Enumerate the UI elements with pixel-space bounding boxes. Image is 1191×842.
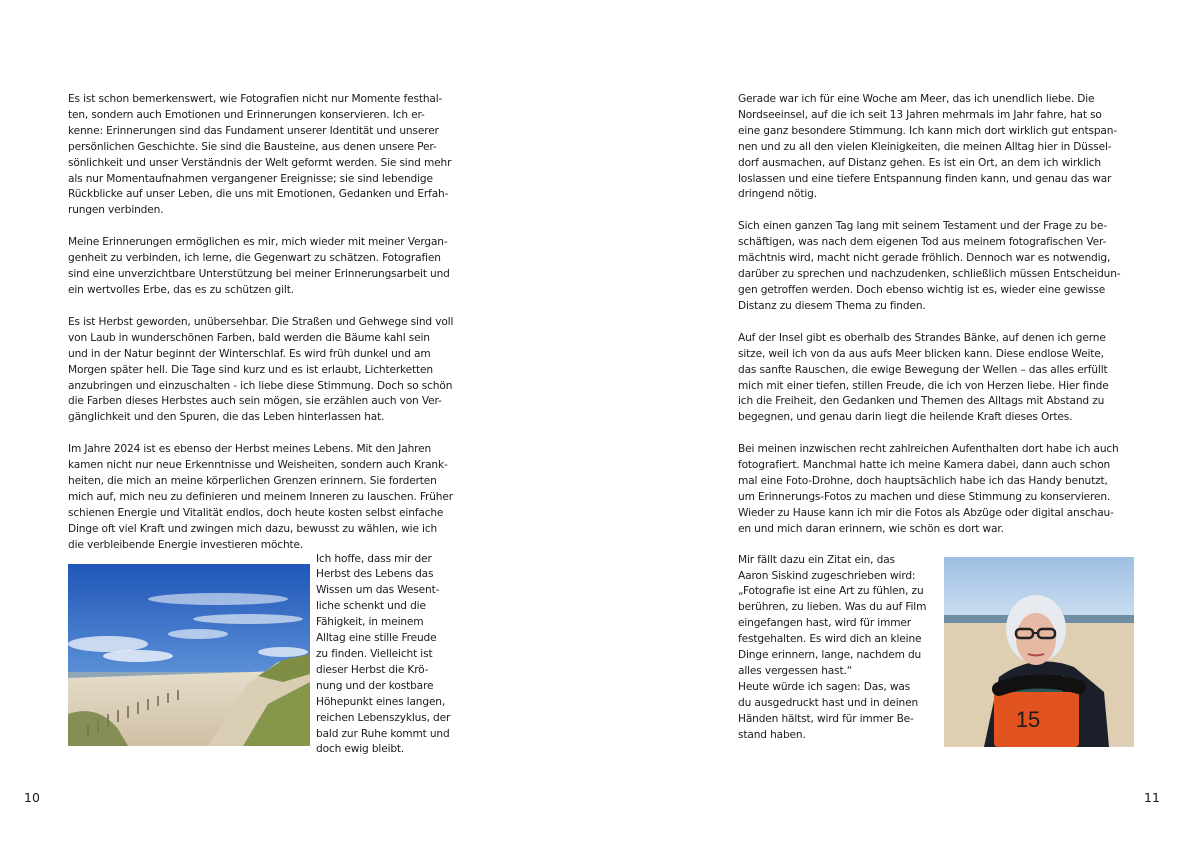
right-paragraph-2: Sich einen ganzen Tag lang mit seinem Testament und der Frage zu be- schäftigen, was nach dem eigenen Tod aus meinem fotografischen Ver- mächtnis wird, macht nicht gerade fröhlich. Dennoch war es notwendig, darüber zu sprechen und nachzudenken, schließlich müssen Entscheidun- gen getroffen werden. Doch ebenso wichtig ist es, wieder eine gewisse Distanz zu diesem Thema zu finden. xyxy=(738,220,1121,312)
left-paragraph-4: Im Jahre 2024 ist es ebenso der Herbst meines Lebens. Mit den Jahren kamen nicht nur neue Erkenntnisse und Weisheiten, sondern auch Krank- heiten, die mich an meine körperlichen Grenzen erinnern. Sie forderten mich auf, mich neu zu definieren und meinem Inneren zu lauschen. Früher schienen Energie und Vitalität endlos, doch heute kosten selbst einfache Dinge oft viel Kraft und zwingen mich dazu, bewusst zu wählen, wie ich die verbleibende Energie investieren möchte. xyxy=(68,443,453,551)
portrait-beach-photo xyxy=(944,557,1134,747)
right-paragraph-1: Gerade war ich für eine Woche am Meer, das ich unendlich liebe. Die Nordseeinsel, auf die ich seit 13 Jahren mehrmals im Jahr fahre, hat so eine ganz besondere Stimmung. Ich kann mich dort wirklich gut entspan- nen und zu all den vielen Kleinigkeiten, die meinen Alltag hier in Düssel- dorf ausmachen, auf Distanz gehen. Es ist ein Ort, an dem ich wirklich loslassen und eine tiefere Entspannung finden kann, und genau das war dringend nötig. xyxy=(738,93,1118,201)
page-number-left: 10 xyxy=(24,790,40,805)
left-float-text: Ich hoffe, dass mir der Herbst des Lebens das Wissen um das Wesent- liche schenkt und die Fähigkeit, in meinem Alltag eine stille Freude zu finden. Vielleicht ist dieser Herbst die Krö- nung und der kostbare Höhepunkt eines langen, reichen Lebenszyklus, der bald zur Ruhe kommt und doch ewig bleibt. xyxy=(316,552,451,756)
right-paragraph-3: Auf der Insel gibt es oberhalb des Strandes Bänke, auf denen ich gerne sitze, weil ich von da aus aufs Meer blicken kann. Diese endlose Weite, das sanfte Rauschen, die ewige Bewegung der Wellen – das alles erfüllt mich mit einer tiefen, stillen Freude, die ich von Herzen liebe. Hier finde ich die Freiheit, den Gedanken und Themen des Alltags mit Abstand zu begegnen, und genau darin liegt die heilende Kraft dieses Ortes. xyxy=(738,331,1109,424)
left-text-column xyxy=(68,92,460,756)
left-paragraph-2: Meine Erinnerungen ermöglichen es mir, mich wieder mit meiner Vergan- genheit zu verbinden, ich lerne, die Gegenwart zu schätzen. Fotografien sind eine unverzichtbare Unterstützung bei meiner Erinnerungsarbeit und ein wertvolles Erbe, das es zu schützen gilt. xyxy=(68,236,450,296)
right-paragraph-4: Bei meinen inzwischen recht zahlreichen Aufenthalten dort habe ich auch fotografiert. Manchmal hatte ich meine Kamera dabei, dann auch schon mal eine Foto-Drohne, doch hauptsächlich habe ich das Handy benutzt, um Erinnerungs-Fotos zu machen und diese Stimmung zu konservieren. Wieder zu Hause kann ich mir die Fotos als Abzüge oder digital anschau- en und mich daran erinnern, wie schön es dort war. xyxy=(738,443,1119,535)
left-paragraph-1: Es ist schon bemerkenswert, wie Fotografien nicht nur Momente festhal- ten, sondern auch Emotionen und Erinnerungen konservieren. Ich er- kenne: Erinnerungen sind das Fundament unserer Identität und unserer persönlichen Geschichte. Sie sind die Bausteine, aus denen unsere Per- sönlichkeit und unser Verständnis der Welt geformt werden. Sie sind mehr als nur Momentaufnahmen vergangener Ereignisse; sie sind lebendige Rückblicke auf unser Leben, die uns mit Emotionen, Gedanken und Erfah- rungen verbinden. xyxy=(68,93,452,217)
right-page xyxy=(596,0,1191,842)
beach-dunes-photo xyxy=(68,564,310,746)
left-image-text-block xyxy=(68,552,460,756)
quote-text: Mir fällt dazu ein Zitat ein, das Aaron Siskind zugeschrieben wird: „Fotografie ist eine Art zu fühlen, zu berühren, zu lieben. Was du auf Film eingefangen hast, wird für immer festgehalten. Es wird dich an kleine Dinge erinnern, lange, nachdem du alles vergessen hast.“ Heute würde ich sagen: Das, was du ausgedruckt hast und in deinen Händen hältst, wird für immer Be- stand haben. xyxy=(738,553,927,741)
page-number-right: 11 xyxy=(1144,790,1160,805)
left-paragraph-3: Es ist Herbst geworden, unübersehbar. Die Straßen und Gehwege sind voll von Laub in wunderschönen Farben, bald werden die Bäume kahl sein und in der Natur beginnt der Winterschlaf. Es wird früh dunkel und am Morgen später hell. Die Tage sind kurz und es ist erlaubt, Lichterketten anzubringen und einzuschalten - ich liebe diese Stimmung. Doch so schön die Farben dieses Herbstes auch sein mögen, sie erzählen auch von Ver- gänglichkeit und den Spuren, die das Leben hinterlassen hat. xyxy=(68,315,454,424)
right-quote-image-block xyxy=(738,553,1130,753)
right-text-column xyxy=(738,92,1130,753)
left-page xyxy=(0,0,595,842)
sign-number: 15 xyxy=(1015,706,1041,732)
